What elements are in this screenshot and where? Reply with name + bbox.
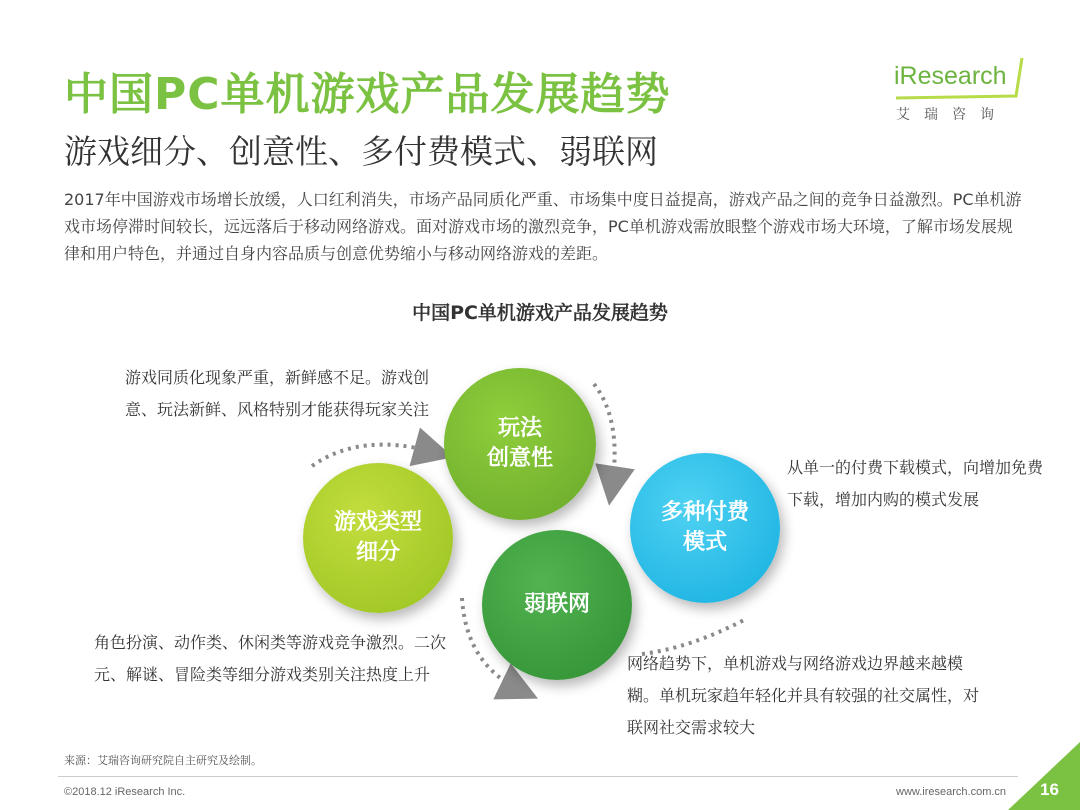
note-creativity: 游戏同质化现象严重，新鲜感不足。游戏创意、玩法新鲜、风格特别才能获得玩家关注 [125, 368, 430, 419]
circle-label-left: 游戏类型 细分 [333, 510, 422, 565]
page-subtitle: 游戏细分、创意性、多付费模式、弱联网 [64, 132, 658, 171]
circle-genre-segmentation [303, 463, 453, 613]
source-note: 来源：艾瑞咨询研究院自主研究及绘制。 [64, 754, 262, 767]
website-link[interactable]: www.iresearch.com.cn [896, 786, 1007, 798]
note-network: 网络趋势下，单机游戏与网络游戏边界越来越模糊。单机玩家趋年轻化并具有较强的社交属性，对联网社交需求较大 [627, 654, 980, 737]
intro-paragraph: 2017年中国游戏市场增长放缓，人口红利消失，市场产品同质化严重、市场集中度日益提高，游戏产品之间的竞争日益激烈。PC单机游戏市场停滞时间较长，远远落后于移动网络游戏。面对游戏市场的激烈竞争，PC单机游戏需放眼整个游戏市场大环境，了解市场发展规律和用户特色，并通过自身内容品质与创意优势缩小与移动网络游戏的差距。 [64, 190, 1022, 263]
footer-divider [58, 776, 1018, 777]
circle-label-top: 玩法 创意性 [486, 416, 553, 471]
logo-chinese-name: 艾瑞咨询 [896, 107, 1008, 123]
circle-label-bottom: 弱联网 [523, 592, 590, 617]
logo-wordmark: iResearch [894, 62, 1007, 90]
page-number: 16 [1040, 780, 1059, 799]
page-title: 中国PC单机游戏产品发展趋势 [64, 69, 671, 120]
circle-label-right: 多种付费 模式 [660, 500, 749, 555]
copyright: ©2018.12 iResearch Inc. [64, 786, 186, 798]
note-segmentation: 角色扮演、动作类、休闲类等游戏竞争激烈。二次元、解谜、冒险类等细分游戏类别关注热度上升 [94, 633, 447, 684]
arrow-top-to-right [594, 384, 615, 486]
circle-payment-models [630, 453, 780, 603]
note-payment: 从单一的付费下载模式，向增加免费下载，增加内购的模式发展 [787, 458, 1044, 509]
circle-gameplay-creativity [444, 368, 596, 520]
diagram-title: 中国PC单机游戏产品发展趋势 [412, 302, 668, 324]
circle-weak-networking [482, 530, 632, 680]
